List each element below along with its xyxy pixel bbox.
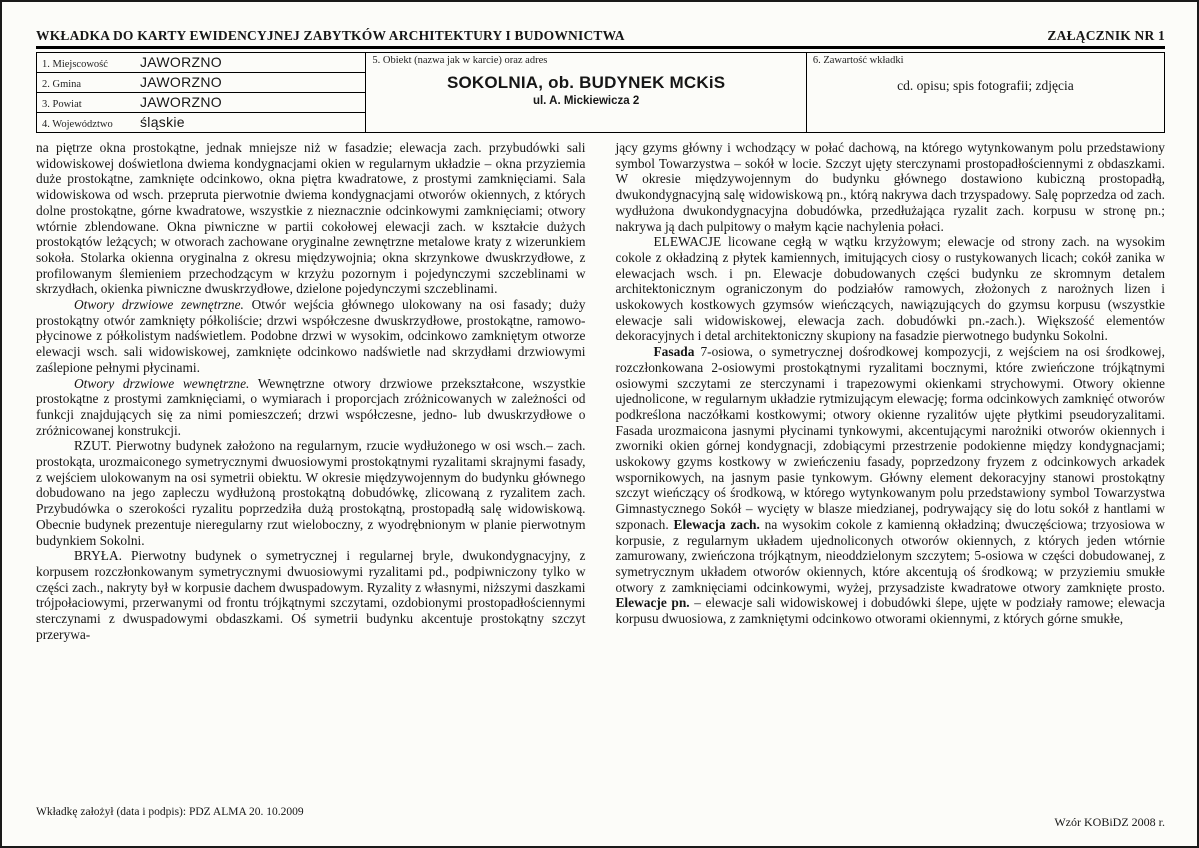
field-powiat <box>37 93 366 113</box>
field-miejscowosc <box>37 53 366 73</box>
id-table <box>36 52 1165 133</box>
object-cell <box>366 53 806 133</box>
footer-filled-by: Wkładkę założył (data i podpis): PDZ ALMA 20. 10.2009 <box>36 806 304 818</box>
body-columns <box>36 140 1165 802</box>
title-rule <box>36 46 1165 49</box>
field-value: JAWORZNO <box>140 93 222 110</box>
field-label: 4. Województwo <box>42 118 113 130</box>
paragraph: Otwory drzwiowe wewnętrzne. Wewnętrzne otwory drzwiowe przekształcone, wszystkie prostokątne z prostymi zamknięciami, o wymiarach i proporcjach zróżnicowanych w zależności od funkcji znajdujących się za nimi pomieszczeń; drzwi współczesne, jedno- lub dwuskrzydłowe o zróżnicowanej konstrukcji. <box>36 375 586 438</box>
object-address: ul. A. Mickiewicza 2 <box>532 95 640 107</box>
left-text-column <box>36 140 586 802</box>
field-label: 2. Gmina <box>42 78 82 90</box>
field-value: JAWORZNO <box>140 73 222 90</box>
paragraph: Fasada 7-osiowa, o symetrycznej dośrodkowej kompozycji, z wejściem na osi środkowej, rozczłonkowana 2-osiowymi prostokątnymi ryzalitami bocznymi, które zwieńczone trójkątnymi osiowymi szczytami ze sterczynami i trapezowymi okienkami strychowymi. Otwory okienne ujednolicone, w regularnym układzie rytmizującym elewację; forma odcinkowych zamknięć otworów podkreślona naczółkami kostkowymi; otwory okienne ryzalitów ujęte płytkimi pseudoryzalitami. Fasada urozmaicona jasnymi płycinami tynkowymi, akcentującymi narożniki otworów okiennych i zworniki okien górnej kondygnacji, zdobiącymi przestrzenie podokienne między kondygnacjami; uskokowy gzyms kostkowy w zwieńczeniu fasady, poprzedzony fryzem z odcinkowych arkadek wspornikowych, na jasnym pasie tynkowym. Główny element dekoracyjny stanowi prostokątny szczyt wieńczący oś środkową, w którego wytynkowanym polu przedstawiony symbol Towarzystwa Gimnastycznego Sokół – wycięty w blasze miedzianej, podrywający się do lotu sokół z hantlami w szponach. Elewacja zach. na wysokim cokole z kamienną okładziną; dwuczęściowa; trzyosiowa w korpusie, z regularnym układem ujednoliconych otworów okiennych, z których jeden wtórnie zamurowany, zwieńczona trójkątnym, nieoddzielonym szczytem; 5-osiowa w części dobudowanej, z symetrycznym układem otworów okiennych, które akcentują oś środkową; w przyziemiu smukłe otwory z zamknięciami odcinkowymi, wyżej, przysadziste kwadratowe otwory zamknięte prosto. Elewacje pn. – elewacje sali widowiskowej i dobudówki ślepe, ujęte w podziały ramowe; elewacja korpusu dwuosiowa, z zamkniętymi odcinkowo otworami okiennymi, z których górne smukłe, <box>615 344 1165 627</box>
contents-cell <box>806 53 1164 133</box>
object-caption: 5. Obiekt (nazwa jak w karcie) oraz adres <box>372 55 548 66</box>
document-title: WKŁADKA DO KARTY EWIDENCYJNEJ ZABYTKÓW ARCHITEKTURY I BUDOWNICTWA <box>36 28 625 43</box>
paragraph: ELEWACJE licowane cegłą w wątku krzyżowym; elewacje od strony zach. na wysokim cokole z okładziną z płytek kamiennych, imitujących ciosy o rustykowanych licach; cokół zanika w elewacjach wsch. i pn. Elewacje dobudowanych części budynku ze skromnym detalem architektonicznym ograniczonym do podziałów ramowych, złożonych z narożnych lizen i uskokowych kostkowych gzymsów wieńczących, nawiązujących do gzymsu korpusu (wszystkie elewacje sali widowiskowej, elewacja zach. dobudówki pn.-zach.). Większość elementów dekoracyjnych i detal architektoniczny skupiony na fasadzie pierwotnego budynku Sokolni. <box>615 234 1165 344</box>
paragraph: RZUT. Pierwotny budynek założono na regularnym, rzucie wydłużonego w osi wsch.– zach. prostokąta, urozmaiconego symetrycznymi dwuosiowymi prostokątnymi ryzalitami skrajnymi fasady, z wejściem ulokowanym na osi symetrii obiektu. W okresie międzywojennym do budynku głównego dobudowano na jego zapleczu wydłużoną prostokątną dobudówkę, zlicowaną z ryzalitem zach. Przybudówka o szerokości ryzalitu poprzedziła dużą prostokątną, prostopadłą salę widowiskową. Obecnie budynek prezentuje nieregularny rzut wieloboczny, z wyodrębnionym w planie pierwotnym budynkiem Sokolni. <box>36 438 586 548</box>
field-label: 1. Miejscowość <box>42 58 108 70</box>
field-wojewodztwo <box>37 113 366 133</box>
paragraph: jący gzyms główny i wchodzący w połać dachową, na którego wytynkowanym polu przedstawiony symbol Towarzystwa – sokół w locie. Szczyt ujęty sterczynami prostopadłościennymi z obdaszkami. W okresie międzywojennym do budynku głównego dostawiono kubiczną prostopadłą, dwukondygnacyjną salę widowiskową pn., którą nakrywa dach trzyspadowy. Salę poprzedza od zach. wydłużona dwukondygnacyjna dobudówka, przedłużająca ryzalit zach. korpusu w stronę pn.; nakrywa ją dach pulpitowy o małym kącie nachylenia połaci. <box>615 140 1165 234</box>
right-text-column <box>616 140 1166 802</box>
object-name: SOKOLNIA, ob. BUDYNEK MCKiS <box>446 73 726 92</box>
footer-form-version: Wzór KOBiDZ 2008 r. <box>1054 815 1165 829</box>
paragraph: BRYŁA. Pierwotny budynek o symetrycznej i regularnej bryle, dwukondygnacyjny, z korpusem rozczłonkowanym symetrycznymi dwuosiowymi ryzalitami pd., podpiwniczony tylko w części zach., nakryty był w korpusie dachem dwuspadowym. Ryzality z własnymi, niższymi daszkami trójpołaciowymi, przerwanymi od frontu trójkątnymi szczytami, ozdobionymi prostopadłościennymi sterczynami z dwuspadowymi obdaszkami. Oś symetrii budynku akcentuje prostokątny szczyt przerywa- <box>36 548 586 642</box>
field-label: 3. Powiat <box>42 98 82 110</box>
paragraph: na piętrze okna prostokątne, jednak mniejsze niż w fasadzie; elewacja zach. przybudówki sali widowiskowej doświetlona dwiema kondygnacjami okien w regularnym układzie – okna przyziemia duże prostokątne, zamknięte odcinkowo, okna piętra kwadratowe, z prostymi zamknięciami. Sala widowiskowa od wsch. przepruta pierwotnie dwiema kondygnacjami otworów okiennych, z których dolne prostokątne, górne kwadratowe, wszystkie z nieznacznie odcinkowymi zamknięciami; otwory wtórnie zblendowane. Okna piwniczne w partii cokołowej elewacji zach. w kształcie dużych prostokątów leżących; w otworach zachowane oryginalne zewnętrzne metalowe kraty z wizerunkiem sokoła. Stolarka okienna oryginalna z okresu międzywojnia; okna skrzynkowe dwuskrzydłowe, z profilowanym ślemieniem przechodzącym w krzyżu pozornym i pojedynczymi szczeblinami w skrzydłach, okienka piwniczne dwuskrzydłowe, dzielone pojedynczymi szczeblinami. <box>36 140 586 297</box>
document-header <box>36 28 1165 44</box>
table-row <box>37 53 1165 73</box>
annex-label: ZAŁĄCZNIK NR 1 <box>1047 28 1165 43</box>
field-gmina <box>37 73 366 93</box>
contents-caption: 6. Zawartość wkładki <box>812 55 904 66</box>
field-value: JAWORZNO <box>140 53 222 70</box>
contents-value: cd. opisu; spis fotografii; zdjęcia <box>897 78 1074 93</box>
field-value: śląskie <box>140 113 185 130</box>
paragraph: Otwory drzwiowe zewnętrzne. Otwór wejścia głównego ulokowany na osi fasady; duży prostokątny otwór zamknięty półkoliście; drzwi współczesne dwuskrzydłowe, prostokątne, ramowo-płycinowe z półkolistym nadświetlem. Podobne drzwi w wysokim, odcinkowo zamkniętym otworze elewacji wsch. sali widowiskowej, zamknięte odcinkowo nadświetle nad skrzydłami drzwiowymi zaślepione pełnymi płycinami. <box>36 297 586 375</box>
